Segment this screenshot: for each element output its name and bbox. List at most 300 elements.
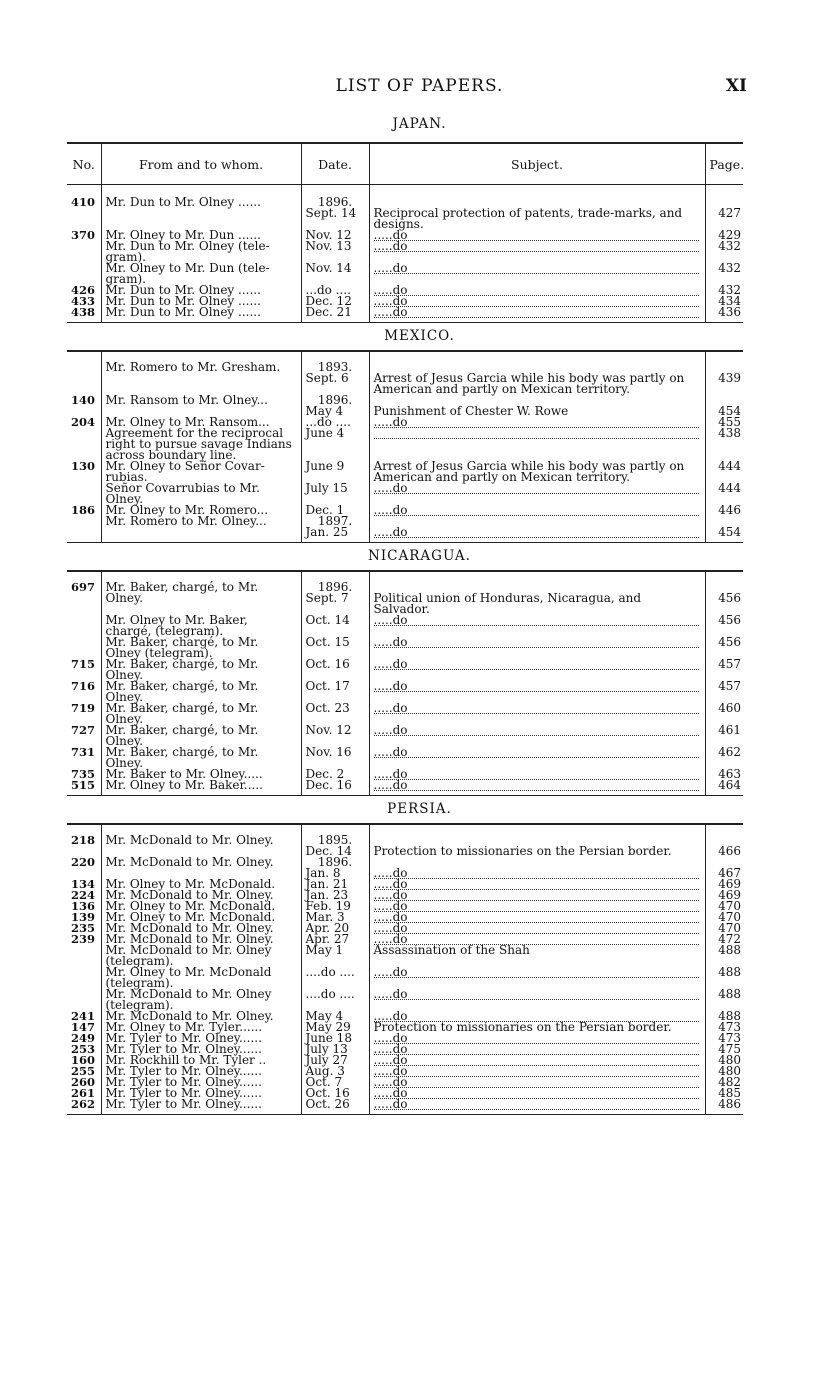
col-header-date: Date. <box>301 143 369 185</box>
row-page <box>705 945 743 967</box>
section-title-nicaragua: NICARAGUA. <box>368 548 471 564</box>
row-subject-text: Arrest of Jesus Garcia while his body was partly on American and partly on Mexican territory. <box>373 371 685 396</box>
row-date: Dec. 2 <box>305 767 345 781</box>
row-page-number: 469 <box>718 888 741 902</box>
row-from-to: Mr. Tyler to Mr. Olney...... <box>101 1066 301 1077</box>
row-number: 249 <box>71 1031 96 1045</box>
row-page <box>705 780 743 791</box>
table-row <box>67 461 743 483</box>
row-page-number: 455 <box>718 415 741 429</box>
row-from-to: Mr. Ransom to Mr. Olney... <box>101 395 301 417</box>
row-page-number: 439 <box>718 371 741 385</box>
row-from-to: Mr. Olney to Señor Covarrubias. <box>101 461 301 483</box>
row-date-cell <box>301 263 369 285</box>
row-page-number: 432 <box>718 283 741 297</box>
row-page <box>705 428 743 461</box>
table-row <box>67 747 743 769</box>
row-page <box>705 197 743 230</box>
row-from-to: Mr. McDonald to Mr. Olney. <box>101 923 301 934</box>
row-page-number: 467 <box>718 866 741 880</box>
row-subject <box>369 483 705 505</box>
row-date: Jan. 8 <box>305 866 341 880</box>
row-page <box>705 703 743 725</box>
row-number: 147 <box>71 1020 96 1034</box>
row-page <box>705 516 743 538</box>
section-title-mexico: MEXICO. <box>384 328 455 344</box>
row-from-to: Mr. Baker, chargé, to Mr. Olney. <box>101 747 301 769</box>
row-from-to: Mr. Olney to Mr. Baker..... <box>101 780 301 791</box>
row-number: 260 <box>71 1075 96 1089</box>
row-subject-text: .....do <box>373 1075 408 1089</box>
row-subject <box>369 835 705 857</box>
row-number: 426 <box>71 283 96 297</box>
row-page-number: 446 <box>718 503 741 517</box>
row-subject-text: .....do <box>373 965 408 979</box>
row-subject-text: .....do <box>373 910 408 924</box>
row-date: Sept. 6 <box>305 371 349 385</box>
row-number <box>67 241 101 263</box>
section-bottom-rule <box>67 542 743 543</box>
row-from-to: Mr. Baker, chargé, to Mr. Olney. <box>101 681 301 703</box>
row-date: May 4 <box>305 1009 344 1023</box>
row-date-cell <box>301 1099 369 1110</box>
table-header-row <box>67 143 743 185</box>
col-header-subject: Subject. <box>369 143 705 185</box>
row-number: 719 <box>71 701 96 715</box>
row-from-to: Mr. Dun to Mr. Olney ...... <box>101 296 301 307</box>
row-number: 220 <box>71 855 96 869</box>
row-from-to: Mr. Olney to Mr. Dun (telegram). <box>101 263 301 285</box>
table-row <box>67 582 743 615</box>
row-subject-text: .....do <box>373 525 408 539</box>
row-from-to: Mr. McDonald to Mr. Olney (telegram). <box>101 989 301 1011</box>
row-date: May 1 <box>305 943 344 957</box>
row-date: June 18 <box>305 1031 352 1045</box>
row-page-number: 463 <box>718 767 741 781</box>
row-subject <box>369 461 705 483</box>
table-mexico <box>67 350 743 542</box>
row-date-cell <box>301 945 369 967</box>
row-page <box>705 1099 743 1110</box>
section-bottom-rule <box>67 795 743 796</box>
row-subject-text: .....do <box>373 679 408 693</box>
row-from-to: Mr. Olney to Mr. Dun ...... <box>101 230 301 241</box>
row-date-cell <box>301 637 369 659</box>
row-number: 134 <box>71 877 96 891</box>
row-subject-text: .....do <box>373 877 408 891</box>
row-page-number: 457 <box>718 679 741 693</box>
row-from-to: Agreement for the reciprocal right to pursue savage Indians across boundary line. <box>101 428 301 461</box>
row-page <box>705 857 743 879</box>
row-page <box>705 659 743 681</box>
row-date: Oct. 15 <box>305 635 350 649</box>
table-row <box>67 637 743 659</box>
row-number: 241 <box>71 1009 96 1023</box>
col-header-from: From and to whom. <box>101 143 301 185</box>
row-page <box>705 263 743 285</box>
row-subject-text: .....do <box>373 305 408 319</box>
row-number: 140 <box>71 393 96 407</box>
row-year: 1896. <box>317 580 353 594</box>
row-from-to: Mr. Dun to Mr. Olney ...... <box>101 285 301 296</box>
row-subject <box>369 296 705 307</box>
row-page-number: 432 <box>718 261 741 275</box>
row-date: June 4 <box>305 426 345 440</box>
row-from-to: Mr. McDonald to Mr. Olney (telegram). <box>101 945 301 967</box>
row-date: Mar. 3 <box>305 910 345 924</box>
row-page <box>705 241 743 263</box>
row-page-number: 454 <box>718 525 741 539</box>
row-subject <box>369 890 705 901</box>
row-subject-text: .....do <box>373 866 408 880</box>
row-subject <box>369 857 705 879</box>
row-page-number: 488 <box>718 965 741 979</box>
row-date-cell <box>301 483 369 505</box>
row-date-cell <box>301 989 369 1011</box>
row-page-number: 488 <box>718 1009 741 1023</box>
row-from-to: Mr. Olney to Mr. Tyler...... <box>101 1022 301 1033</box>
row-subject-text: .....do <box>373 767 408 781</box>
row-date: Aug. 3 <box>305 1064 345 1078</box>
row-page-number: 456 <box>718 635 741 649</box>
row-from-to: Mr. Baker, chargé, to Mr. Olney (telegram). <box>101 637 301 659</box>
row-subject-text: .....do <box>373 415 408 429</box>
row-subject-text: .....do <box>373 294 408 308</box>
row-subject-text: .....do <box>373 239 408 253</box>
row-subject-text: Protection to missionaries on the Persian border. <box>373 844 672 858</box>
row-from-to: Mr. Olney to Mr. McDonald. <box>101 912 301 923</box>
row-date-cell <box>301 582 369 615</box>
row-page-number: 464 <box>718 778 741 792</box>
table-row <box>67 659 743 681</box>
row-date: Nov. 16 <box>305 745 352 759</box>
row-from-to: Mr. Olney to Mr. McDonald (telegram). <box>101 967 301 989</box>
row-number: 515 <box>71 778 96 792</box>
row-subject <box>369 516 705 538</box>
row-from-to: Mr. Olney to Mr. Ransom... <box>101 417 301 428</box>
row-subject-text: .....do <box>373 778 408 792</box>
row-page-number: 434 <box>718 294 741 308</box>
row-from-to: Mr. McDonald to Mr. Olney. <box>101 1011 301 1022</box>
row-number: 716 <box>71 679 96 693</box>
row-year: 1896. <box>317 393 353 407</box>
row-date: Oct. 26 <box>305 1097 350 1111</box>
row-subject <box>369 1033 705 1044</box>
row-page-number: 466 <box>718 844 741 858</box>
row-number: 160 <box>71 1053 96 1067</box>
row-page <box>705 395 743 417</box>
row-subject-text: .....do <box>373 932 408 946</box>
row-date-cell <box>301 461 369 483</box>
row-page <box>705 615 743 637</box>
row-from-to: Mr. Olney to Mr. McDonald. <box>101 901 301 912</box>
row-subject-text: Arrest of Jesus Garcia while his body was partly on American and partly on Mexican territory. <box>373 459 685 484</box>
row-number: 136 <box>71 899 96 913</box>
row-subject <box>369 923 705 934</box>
row-date-cell <box>301 241 369 263</box>
row-date: ....do .... <box>305 965 355 979</box>
row-date-cell <box>301 362 369 395</box>
row-page-number: 470 <box>718 899 741 913</box>
row-date-cell <box>301 835 369 857</box>
row-subject <box>369 1055 705 1066</box>
row-page-number: 485 <box>718 1086 741 1100</box>
row-page-number: 444 <box>718 481 741 495</box>
row-subject <box>369 901 705 912</box>
row-number: 239 <box>71 932 96 946</box>
row-subject <box>369 681 705 703</box>
table-row <box>67 1099 743 1110</box>
row-date: July 15 <box>305 481 348 495</box>
row-subject-text: .....do <box>373 701 408 715</box>
row-date: May 29 <box>305 1020 351 1034</box>
table-row <box>67 483 743 505</box>
row-page-number: 480 <box>718 1053 741 1067</box>
row-page-number: 486 <box>718 1097 741 1111</box>
row-page-number: 473 <box>718 1031 741 1045</box>
row-date: Nov. 14 <box>305 261 352 275</box>
row-page-number: 457 <box>718 657 741 671</box>
row-date-cell <box>301 516 369 538</box>
row-number <box>67 637 101 659</box>
row-from-to: Mr. Romero to Mr. Gresham. <box>101 362 301 395</box>
row-subject-text: .....do <box>373 1009 408 1023</box>
row-subject <box>369 362 705 395</box>
row-from-to: Mr. Dun to Mr. Olney (telegram). <box>101 241 301 263</box>
row-number: 697 <box>71 580 96 594</box>
row-date: Jan. 23 <box>305 888 349 902</box>
row-page-number: 460 <box>718 701 741 715</box>
row-year: 1896. <box>317 855 353 869</box>
table-row <box>67 428 743 461</box>
row-number: 410 <box>71 195 96 209</box>
row-number: 218 <box>71 833 96 847</box>
table-row <box>67 703 743 725</box>
row-page <box>705 835 743 857</box>
row-date-cell <box>301 703 369 725</box>
row-page-number: 472 <box>718 932 741 946</box>
row-date: Jan. 21 <box>305 877 349 891</box>
row-page <box>705 582 743 615</box>
row-number: 261 <box>71 1086 96 1100</box>
row-page-number: 470 <box>718 921 741 935</box>
row-number: 235 <box>71 921 96 935</box>
row-date: ...do .... <box>305 415 351 429</box>
row-subject <box>369 307 705 318</box>
row-subject-text: .....do <box>373 1042 408 1056</box>
row-from-to: Mr. Tyler to Mr. Olney...... <box>101 1033 301 1044</box>
row-subject-text: .....do <box>373 987 408 1001</box>
table-row <box>67 967 743 989</box>
row-date: Sept. 14 <box>305 206 357 220</box>
row-page-number: 470 <box>718 910 741 924</box>
row-from-to: Mr. McDonald to Mr. Olney. <box>101 934 301 945</box>
row-year: 1895. <box>317 833 353 847</box>
row-number: 735 <box>71 767 96 781</box>
row-date: Oct. 23 <box>305 701 350 715</box>
row-page-number: 436 <box>718 305 741 319</box>
row-subject-text: Reciprocal protection of patents, trade-marks, and designs. <box>373 206 683 231</box>
row-subject <box>369 1022 705 1033</box>
row-number: 139 <box>71 910 96 924</box>
table-row <box>67 615 743 637</box>
row-date: Dec. 12 <box>305 294 352 308</box>
row-subject <box>369 1044 705 1055</box>
table-row <box>67 989 743 1011</box>
row-from-to: Mr. Dun to Mr. Olney ...... <box>101 307 301 318</box>
section-title-persia: PERSIA. <box>387 801 452 817</box>
row-page-number: 469 <box>718 877 741 891</box>
table-row <box>67 945 743 967</box>
row-date: Dec. 14 <box>305 844 352 858</box>
row-from-to: Mr. Baker to Mr. Olney..... <box>101 769 301 780</box>
row-subject-text: .....do <box>373 1097 408 1111</box>
row-subject <box>369 1077 705 1088</box>
row-number: 438 <box>71 305 96 319</box>
row-subject-text: .....do <box>373 657 408 671</box>
row-subject <box>369 197 705 230</box>
row-date: Oct. 14 <box>305 613 350 627</box>
row-date: ....do .... <box>305 987 355 1001</box>
row-date: Nov. 12 <box>305 723 352 737</box>
table-row <box>67 263 743 285</box>
row-page <box>705 461 743 483</box>
row-from-to: Mr. McDonald to Mr. Olney. <box>101 857 301 879</box>
row-subject <box>369 879 705 890</box>
table-japan <box>67 142 743 322</box>
row-subject <box>369 989 705 1011</box>
row-page-number: 456 <box>718 613 741 627</box>
row-subject-text: .....do <box>373 228 408 242</box>
row-date-cell <box>301 681 369 703</box>
row-date: Nov. 12 <box>305 228 352 242</box>
row-date: May 4 <box>305 404 344 418</box>
row-number <box>67 967 101 989</box>
row-subject-text: .....do <box>373 723 408 737</box>
table-row <box>67 197 743 230</box>
table-row <box>67 516 743 538</box>
row-date: Sept. 7 <box>305 591 349 605</box>
row-number: 370 <box>71 228 96 242</box>
row-subject-text: .....do <box>373 1031 408 1045</box>
row-number <box>67 945 101 967</box>
row-date: Apr. 20 <box>305 921 350 935</box>
row-page-number: 432 <box>718 239 741 253</box>
row-date-cell <box>301 747 369 769</box>
row-page <box>705 989 743 1011</box>
row-date-cell <box>301 725 369 747</box>
row-page <box>705 637 743 659</box>
row-subject-text: .....do <box>373 481 408 495</box>
row-page-number: 438 <box>718 426 741 440</box>
row-date: Jan. 25 <box>305 525 349 539</box>
row-subject-text: .....do <box>373 613 408 627</box>
row-date-cell <box>301 307 369 318</box>
row-subject-text: Protection to missionaries on the Persian border. <box>373 1020 672 1034</box>
table-row <box>67 307 743 318</box>
row-date: Oct. 7 <box>305 1075 343 1089</box>
row-subject <box>369 769 705 780</box>
row-number <box>67 483 101 505</box>
row-subject-text: .....do <box>373 1053 408 1067</box>
row-page-number: 456 <box>718 591 741 605</box>
table-row <box>67 835 743 857</box>
row-date: Oct. 17 <box>305 679 350 693</box>
row-date: July 13 <box>305 1042 348 1056</box>
row-from-to: Mr. Rockhill to Mr. Tyler .. <box>101 1055 301 1066</box>
table-row <box>67 395 743 417</box>
row-date: Dec. 16 <box>305 778 352 792</box>
row-subject <box>369 285 705 296</box>
row-year: 1893. <box>317 360 353 374</box>
col-header-page: Page. <box>705 143 743 185</box>
row-subject <box>369 725 705 747</box>
row-page-number: 454 <box>718 404 741 418</box>
row-from-to: Mr. Baker, chargé, to Mr. Olney. <box>101 703 301 725</box>
row-date: Dec. 21 <box>305 305 352 319</box>
row-date-cell <box>301 967 369 989</box>
table-row <box>67 857 743 879</box>
row-subject-text: .....do <box>373 503 408 517</box>
row-date: Oct. 16 <box>305 1086 350 1100</box>
row-date-cell <box>301 659 369 681</box>
row-subject <box>369 659 705 681</box>
row-number: 715 <box>71 657 96 671</box>
section-bottom-rule <box>67 322 743 323</box>
row-date-cell <box>301 615 369 637</box>
row-date-cell <box>301 197 369 230</box>
row-year: 1896. <box>317 195 353 209</box>
row-subject <box>369 263 705 285</box>
row-page <box>705 483 743 505</box>
row-date-cell <box>301 857 369 879</box>
row-from-to: Mr. Tyler to Mr. Olney...... <box>101 1077 301 1088</box>
row-date: Apr. 27 <box>305 932 350 946</box>
page-header <box>0 76 839 100</box>
row-subject-text: .....do <box>373 283 408 297</box>
table-row <box>67 681 743 703</box>
row-number: 727 <box>71 723 96 737</box>
row-subject <box>369 637 705 659</box>
row-from-to: Mr. Dun to Mr. Olney ...... <box>101 197 301 230</box>
row-number: 262 <box>71 1097 96 1111</box>
row-subject <box>369 615 705 637</box>
row-page-number: 462 <box>718 745 741 759</box>
row-from-to: Mr. Baker, chargé, to Mr. Olney. <box>101 582 301 615</box>
row-page-number: 461 <box>718 723 741 737</box>
table-row <box>67 362 743 395</box>
row-from-to: Mr. McDonald to Mr. Olney. <box>101 890 301 901</box>
row-number: 433 <box>71 294 96 308</box>
row-subject-text: .....do <box>373 1064 408 1078</box>
row-subject-text: .....do <box>373 921 408 935</box>
row-subject-text: .....do <box>373 745 408 759</box>
row-date-cell <box>301 780 369 791</box>
row-date: Dec. 1 <box>305 503 345 517</box>
row-number: 204 <box>71 415 96 429</box>
row-subject <box>369 1088 705 1099</box>
row-number: 224 <box>71 888 96 902</box>
row-from-to: Mr. Tyler to Mr. Olney...... <box>101 1044 301 1055</box>
row-subject <box>369 780 705 791</box>
row-number <box>67 989 101 1011</box>
row-subject-text: Punishment of Chester W. Rowe <box>373 404 569 418</box>
section-rule <box>67 350 743 352</box>
row-number <box>67 263 101 285</box>
row-from-to: Mr. Olney to Mr. Romero... <box>101 505 301 516</box>
table-row <box>67 241 743 263</box>
table-nicaragua <box>67 570 743 795</box>
